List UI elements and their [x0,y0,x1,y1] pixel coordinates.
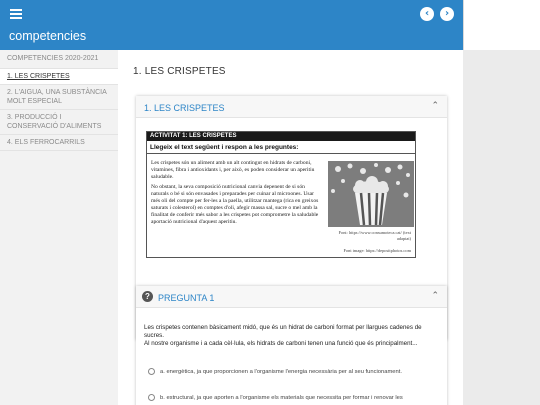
sidebar-header[interactable]: COMPETENCIES 2020-2021 [0,50,118,69]
sidebar-item-les-crispetes[interactable]: 1. LES CRISPETES [0,69,118,85]
chevron-up-icon[interactable]: ⌃ [431,101,439,111]
sidebar-item-produccio[interactable]: 3. PRODUCCIÓ I CONSERVACIÓ D'ALIMENTS [0,110,118,135]
activity-paragraph-2: No obstant, la seva composició nutricional canvia depenent de si són naturals o bé si són envasades i preparades per cuinar al microones. Usar més oli del compte per fer-les a la paella, utilitzar mantega (rica en greixos saturats i colesterol) en comptes d'oli, afegir massa sal, sucre o mel amb la finalitat de conferir més sabor a les crispetes pot comprometre la saludable aportació nutricional d'aquest aperitiu. [151,184,319,225]
section-header[interactable] [136,96,447,118]
chevron-left-icon[interactable]: ‹ [420,7,434,21]
option-b-label: b. estructural, ja que aporten a l'organisme els materials que necessita per formar i renovar les [160,395,403,402]
image-credit: Font image: https://depositphotos.com [343,248,411,253]
activity-text [151,160,322,229]
option-b[interactable] [148,394,448,401]
sidebar-item-ferrocarrils[interactable]: 4. ELS FERROCARRILS [0,135,118,151]
right-strip [463,0,540,50]
page-title: 1. LES CRISPETES [133,66,226,77]
top-bar [0,0,463,50]
activity-instruction: Llegeix el text següent i respon a les preguntes: [147,141,415,154]
activity-document [146,131,416,258]
question-text-1: Les crispetes contenen bàsicament midó, que és un hidrat de carboni format per llargues cadenes de sucres. [144,324,422,339]
question-text-2: Al nostre organisme i a cada cèl·lula, els hidrats de carboni tenen una funció que és principalment... [144,340,418,347]
question-header[interactable] [136,286,447,308]
section-title: 1. LES CRISPETES [144,103,225,113]
chevron-right-icon[interactable]: › [440,7,454,21]
question-mark-icon: ? [142,291,153,302]
hamburger-menu-icon[interactable] [10,8,22,19]
chevron-up-icon[interactable]: ⌃ [431,291,439,301]
option-a-label: a. energètica, ja que proporcionen a l'organisme l'energia necessària per al seu funcionament. [160,369,402,376]
option-a[interactable] [148,368,448,375]
popcorn-image [328,161,414,227]
radio-button[interactable] [148,394,155,401]
main-content [118,50,463,405]
text-credit: Font: https://www.consumoteca.cat/ (text adaptat) [338,230,411,241]
radio-button[interactable] [148,368,155,375]
question-text [144,324,429,348]
sidebar-item-aigua[interactable]: 2. L'AIGUA, UNA SUBSTÀNCIA MOLT ESPECIAL [0,85,118,110]
question-card [136,286,447,405]
activity-paragraph-1: Les crispetes són un aliment amb un alt contingut en hidrats de carboni, vitamines, fibra i antioxidants i, per això, es poden considerar un aperitiu saludable. [151,160,315,180]
activity-heading: ACTIVITAT 1: LES CRISPETES [147,132,415,141]
sidebar [0,50,118,405]
question-title: PREGUNTA 1 [158,293,215,303]
popcorn-photo-icon [328,161,414,227]
app-title: competencies [9,29,87,43]
